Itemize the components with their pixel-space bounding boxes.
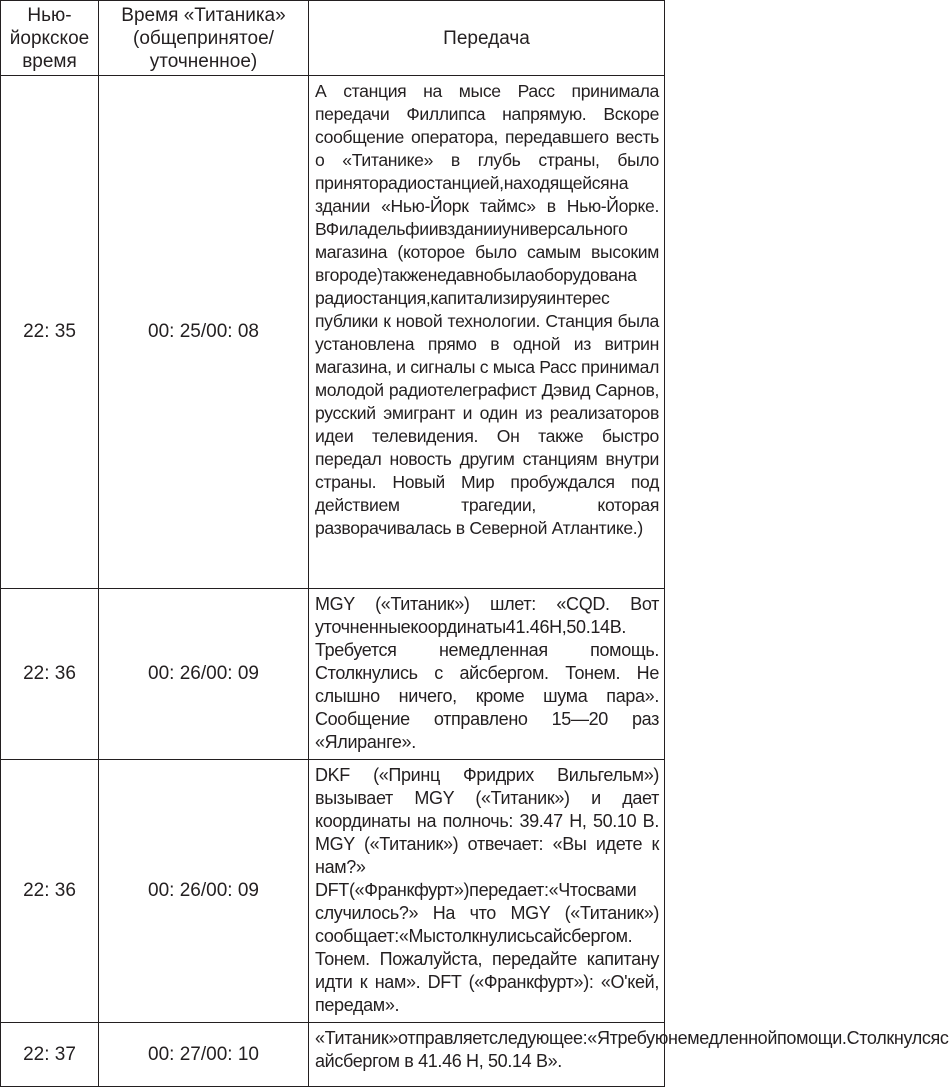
titanic-time-cell: 00: 26/00: 09: [99, 760, 309, 1023]
header-titanic-time-label: Время «Титаника» (общепринятое/ уточненное): [121, 4, 286, 72]
message-cell: DKF («Принц Фридрих Вильгельм») вызывает MGY («Титаник») и дает координаты на полночь: 39.47 Н, 50.10 В. MGY («Титаник») отвечает: «Вы идете к нам?» DFT(«Франкфурт»)передает:«Чтосвами случилось?» На что MGY («Титаник») сообщает:«Мыстолкнулисьсайсбергом. Тонем. Пожалуйста, передайте капитану идти к нам». DFT («Франкфурт»): «О'кей, передам».: [309, 760, 665, 1023]
ny-time-cell: 22: 36: [1, 760, 99, 1023]
header-message-label: Передача: [443, 27, 530, 49]
header-titanic-time: [99, 1, 309, 76]
titanic-time-cell: 00: 27/00: 10: [99, 1023, 309, 1087]
table-row: [1, 76, 665, 589]
table-row: [1, 760, 665, 1023]
header-row: [1, 1, 665, 76]
table-row: [1, 1023, 665, 1087]
ny-time-cell: 22: 36: [1, 589, 99, 760]
ny-time-cell: 22: 35: [1, 76, 99, 589]
titanic-time-cell: 00: 26/00: 09: [99, 589, 309, 760]
message-cell: А станция на мысе Расс принимала передачи Филлипса напрямую. Вскоре сообщение оператора, передавшего весть о «Титанике» в глубь страны, было приняторадиостанцией,находящейсяна здании «Нью-Йорк таймс» в Нью-Йорке. ВФиладельфиивзданииуниверсального магазина (которое было самым высоким вгороде)такженедавнобылаоборудована радиостанция,капитализируяинтерес публики к новой технологии. Станция была установлена прямо в одной из витрин магазина, и сигналы с мыса Расс принимал молодой радиотелеграфист Дэвид Сарнов, русский эмигрант и один из реализаторов идеи телевидения. Он также быстро передал новость другим станциям внутри страны. Новый Мир пробуждался под действием трагедии, которая разворачивалась в Северной Атлантике.): [309, 76, 665, 589]
message-cell: MGY («Титаник») шлет: «CQD. Вот уточненныекоординаты41.46Н,50.14В. Требуется немедленная помощь. Столкнулись с айсбергом. Тонем. Не слышно ничего, кроме шума пара». Сообщение отправлено 15—20 раз «Ялиранге».: [309, 589, 665, 760]
header-ny-time: [1, 1, 99, 76]
ny-time-cell: 22: 37: [1, 1023, 99, 1087]
table-row: [1, 589, 665, 760]
header-message: [309, 1, 665, 76]
message-cell: «Титаник»отправляетследующее:«Ятребуюнемедленнойпомощи.Столкнулсяс айсбергом в 41.46 Н, 50.14 В».: [309, 1023, 665, 1087]
titanic-time-cell: 00: 25/00: 08: [99, 76, 309, 589]
header-ny-time-label: Нью-йоркское время: [9, 4, 90, 72]
